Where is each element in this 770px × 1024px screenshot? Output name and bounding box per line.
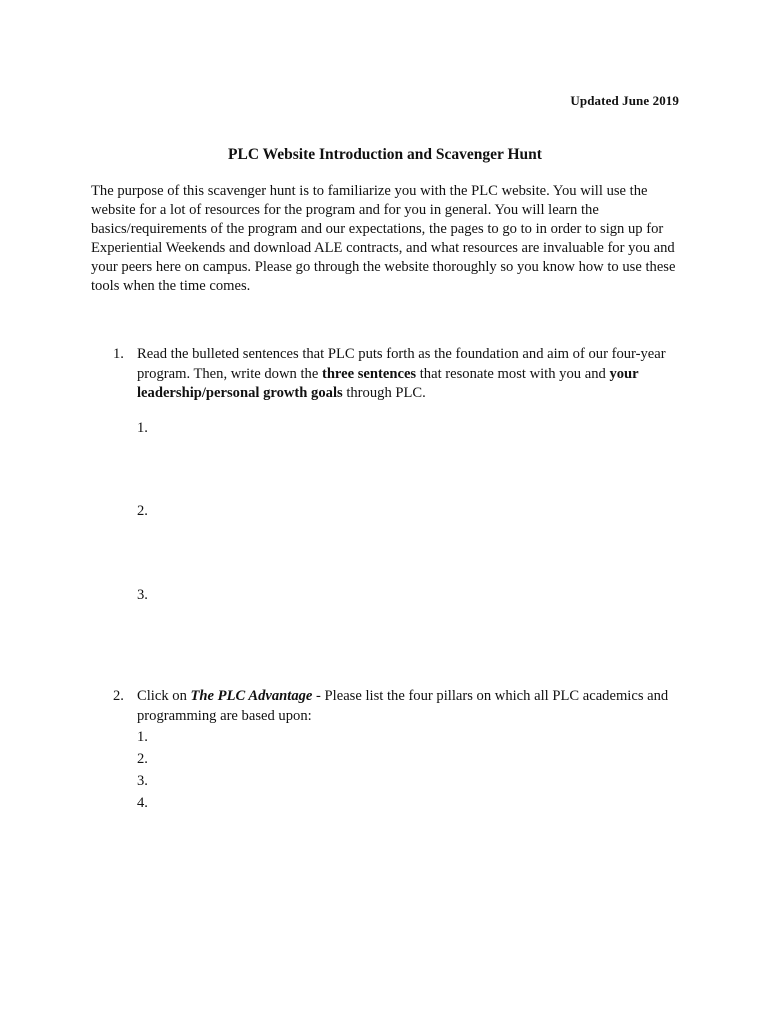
page-title: PLC Website Introduction and Scavenger Hunt [228, 146, 542, 163]
pillar-list [137, 726, 148, 814]
question-2-number: 2. [113, 688, 124, 704]
intro-paragraph: The purpose of this scavenger hunt is to familiarize you with the PLC website. You will use the website for a lot of resources for the program and for you in general. You will learn the basics/requirements of the program and our expectations, the pages to go to in order to sign up for Experiential Weekends and download ALE contracts, and what resources are invaluable for you and your peers here on campus. Please go through the website thoroughly so you know how to use these tools when the time comes. [91, 183, 676, 294]
answer-slot-1: 1. [137, 420, 148, 436]
question-1-number: 1. [113, 346, 124, 362]
question-1-bold-b: your leadership/personal growth goals [137, 365, 639, 401]
pillar-item: 3. [137, 773, 148, 789]
question-1-text [137, 345, 681, 404]
question-2-text [137, 687, 681, 726]
question-2-text-a: Click on [137, 688, 191, 704]
answer-slot-3: 3. [137, 587, 148, 603]
question-2-link-text: The PLC Advantage [190, 688, 313, 704]
question-2 [91, 687, 681, 726]
answer-slot-2: 2. [137, 503, 148, 519]
question-1 [91, 345, 681, 404]
question-2-text-b: - Please list the four pillars on which all PLC academics and programming are based upon: [137, 688, 669, 724]
question-1-text-a: Read the bulleted sentences that PLC puts forth as the foundation and aim of our four-year program. Then, write down the [137, 346, 666, 382]
pillar-item: 4. [137, 795, 148, 811]
question-1-bold-a: three sentences [321, 365, 417, 382]
updated-date: Updated June 2019 [570, 93, 679, 108]
pillar-item: 1. [137, 729, 148, 745]
question-1-text-b: that resonate most with you and [416, 365, 610, 382]
question-1-text-c: through PLC. [342, 385, 426, 401]
pillar-item: 2. [137, 751, 148, 767]
